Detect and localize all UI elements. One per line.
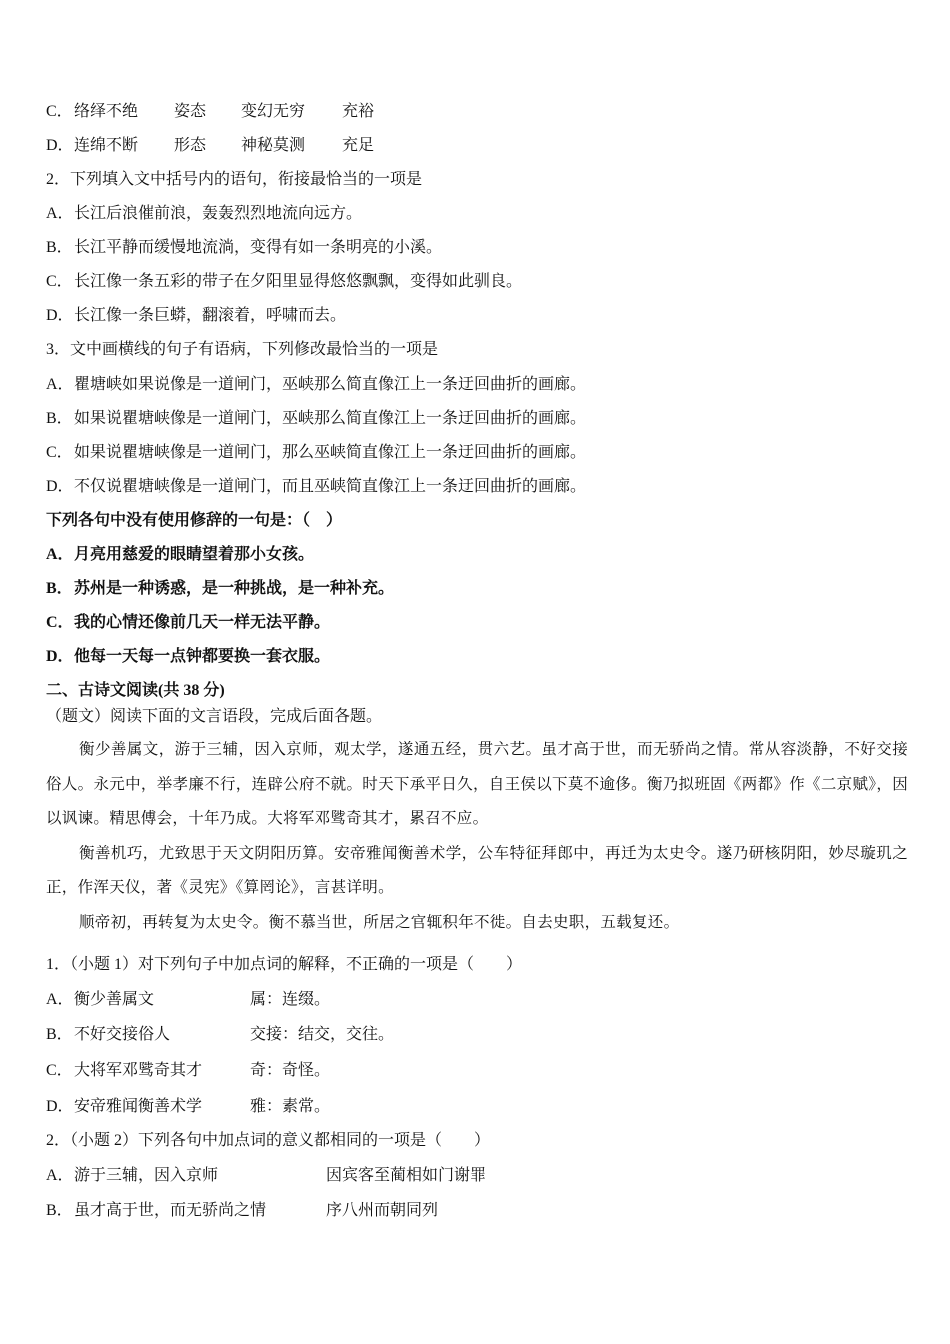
section-intro: （题文）阅读下面的文言语段，完成后面各题。 (46, 708, 383, 725)
q2-option-b: B．长江平静而缓慢地流淌，变得有如一条明亮的小溪。 (46, 239, 443, 256)
sub2-option-b: B．虽才高于世，而无骄尚之情 序八州而朝同列 (46, 1202, 439, 1219)
q3-option-c: C．如果说瞿塘峡像是一道闸门，那么巫峡简直像江上一条迂回曲折的画廊。 (46, 444, 587, 461)
section-heading: 二、古诗文阅读(共 38 分) (46, 682, 225, 699)
classical-passage (46, 732, 908, 939)
sub1-option-d: D．安帝雅闻衡善术学 雅：素常。 (46, 1098, 331, 1115)
sub1-option-c: C．大将军邓骘奇其才 奇：奇怪。 (46, 1062, 331, 1079)
q4-option-d: D．他每一天每一点钟都要换一套衣服。 (46, 648, 331, 665)
q1-option-c: C．络绎不绝 姿态 变幻无穷 充裕 (46, 103, 375, 120)
q4-option-b: B．苏州是一种诱惑，是一种挑战，是一种补充。 (46, 580, 395, 597)
q4-stem: 下列各句中没有使用修辞的一句是：（ ） (46, 512, 343, 529)
sub2-option-a: A．游于三辅，因入京师 因宾客至蔺相如门谢罪 (46, 1167, 487, 1184)
q2-option-a: A．长江后浪催前浪，轰轰烈烈地流向远方。 (46, 205, 363, 222)
q2-option-d: D．长江像一条巨蟒，翻滚着，呼啸而去。 (46, 307, 347, 324)
passage-paragraph: 顺帝初，再转复为太史令。衡不慕当世，所居之官辄积年不徙。自去史职，五载复还。 (79, 912, 680, 931)
q3-option-a: A．瞿塘峡如果说像是一道闸门，巫峡那么简直像江上一条迂回曲折的画廊。 (46, 376, 587, 393)
q2-option-c: C．长江像一条五彩的带子在夕阳里显得悠悠飘飘，变得如此驯良。 (46, 273, 523, 290)
sub1-option-a: A．衡少善属文 属：连缀。 (46, 991, 331, 1008)
passage-paragraph: 衡少善属文，游于三辅，因入京师，观太学，遂通五经，贯六艺。虽才高于世，而无骄尚之情。常从容淡静，不好交接俗人。永元中，举孝廉不行，连辟公府不就。时天下承平日久，自王侯以下莫不逾侈。衡乃拟班固《两都》作《二京赋》，因以讽谏。精思傅会，十年乃成。大将军邓骘奇其才，累召不应。 (46, 740, 908, 827)
q1-option-d: D．连绵不断 形态 神秘莫测 充足 (46, 137, 375, 154)
q2-stem: 2．下列填入文中括号内的语句，衔接最恰当的一项是 (46, 171, 423, 188)
q3-stem: 3．文中画横线的句子有语病，下列修改最恰当的一项是 (46, 341, 439, 358)
passage-paragraph: 衡善机巧，尤致思于天文阴阳历算。安帝雅闻衡善术学，公车特征拜郎中，再迁为太史令。遂乃研核阴阳，妙尽璇玑之正，作浑天仪，著《灵宪》《算罔论》，言甚详明。 (46, 843, 908, 896)
q4-option-c: C．我的心情还像前几天一样无法平静。 (46, 614, 331, 631)
sub1-option-b: B．不好交接俗人 交接：结交，交往。 (46, 1026, 395, 1043)
q4-option-a: A．月亮用慈爱的眼睛望着那小女孩。 (46, 546, 315, 563)
q3-option-b: B．如果说瞿塘峡像是一道闸门，巫峡那么简直像江上一条迂回曲折的画廊。 (46, 410, 587, 427)
sub2-stem: 2．（小题 2）下列各句中加点词的意义都相同的一项是（ ） (46, 1132, 491, 1149)
sub1-stem: 1．（小题 1）对下列句子中加点词的解释，不正确的一项是（ ） (46, 956, 523, 973)
q3-option-d: D．不仅说瞿塘峡像是一道闸门，而且巫峡简直像江上一条迂回曲折的画廊。 (46, 478, 587, 495)
